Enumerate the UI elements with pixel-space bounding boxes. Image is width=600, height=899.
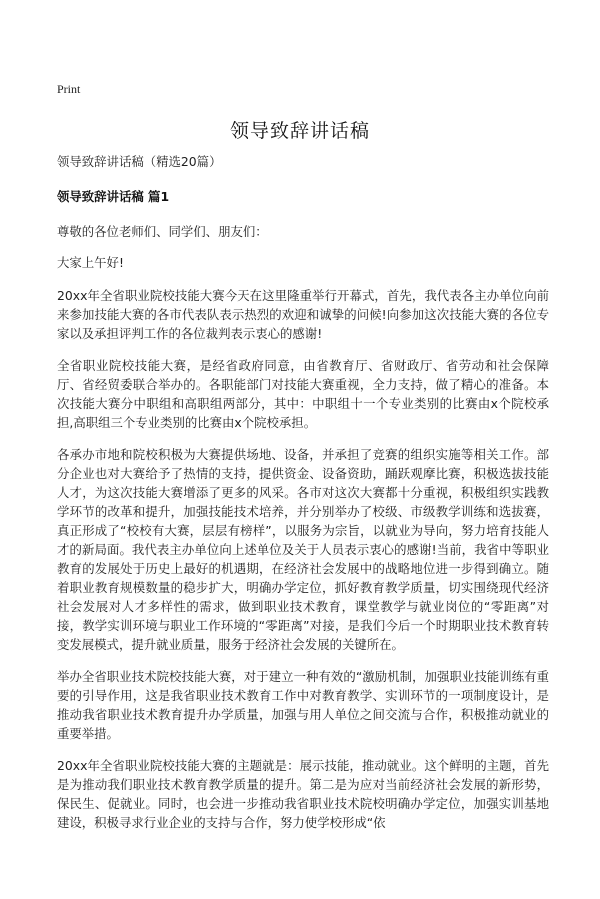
paragraph-1: 20xx年全省职业院校技能大赛今天在这里隆重举行开幕式，首先，我代表各主办单位向前来参加技能大赛的各市代表队表示热烈的欢迎和诚挚的问候!向参加这次技能大赛的各位专家以及承担评判工作的各位裁判表示衷心的感谢! <box>57 288 549 341</box>
paragraph-4: 举办全省职业技术院校技能大赛，对于建立一种有效的“激励机制，加强职业技能训练有重要的引导作用，这是我省职业技术教育工作中对教育教学、实训环节的一项制度设计，是推动我省职业技术教育提升办学质量，加强与用人单位之间交流与合作，积极推动就业的重要举措。 <box>57 669 549 741</box>
paragraph-3: 各承办市地和院校积极为大赛提供场地、设备，并承担了竞赛的组织实施等相关工作。部分企业也对大赛给予了热情的支持，提供资金、设备资助，踊跃观摩比赛，积极选拔技能人才，为这次技能大赛增添了更多的风采。各市对这次大赛都十分重视，积极组织实践教学环节的改革和提升，加强技能技术培养，并分别举办了校级、市级教学训练和选拔赛，真正形成了“校校有大赛，层层有榜样”，以服务为宗旨，以就业为导向，努力培育技能人才的新局面。我代表主办单位向上述单位及关于人员表示衷心的感谢!当前，我省中等职业教育的发展处于历史上最好的机遇期，在经济社会发展中的战略地位进一步得到确立。随着职业教育规模数量的稳步扩大，明确办学定位，抓好教育教学质量，切实围绕现代经济社会发展对人才多样性的需求，做到职业技术教育，课堂教学与就业岗位的“零距离”对接，教学实训环境与职业工作环境的“零距离”对接，是我们今后一个时期职业技术教育转变发展模式，提升就业质量，服务于经济社会发展的关键所在。 <box>57 447 549 652</box>
print-label: Print <box>57 82 81 96</box>
greeting: 大家上午好! <box>57 255 124 270</box>
document-title: 领导致辞讲话稿 <box>229 120 370 142</box>
section-heading: 领导致辞讲话稿 篇1 <box>57 189 170 204</box>
salutation: 尊敬的各位老师们、同学们、朋友们： <box>57 224 268 239</box>
document-subtitle: 领导致辞讲话稿（精选20篇） <box>57 154 222 169</box>
paragraph-5: 20xx年全省职业院校技能大赛的主题就是：展示技能，推动就业。这个鲜明的主题，首先是为推动我们职业技术教育教学质量的提升。第二是为应对当前经济社会发展的新形势，保民生、促就业。同时，也会进一步推动我省职业技术院校明确办学定位，加强实训基地建设，积极寻求行业企业的支持与合作，努力使学校形成“依 <box>57 758 549 830</box>
document-body <box>57 152 549 845</box>
paragraph-2: 全省职业院校技能大赛，是经省政府同意，由省教育厅、省财政厅、省劳动和社会保障厅、省经贸委联合举办的。各职能部门对技能大赛重视，全力支持，做了精心的准备。本次技能大赛分中职组和高职组两部分，其中：中职组十一个专业类别的比赛由x个院校承担,高职组三个专业类别的比赛由x个院校承担。 <box>57 358 549 430</box>
